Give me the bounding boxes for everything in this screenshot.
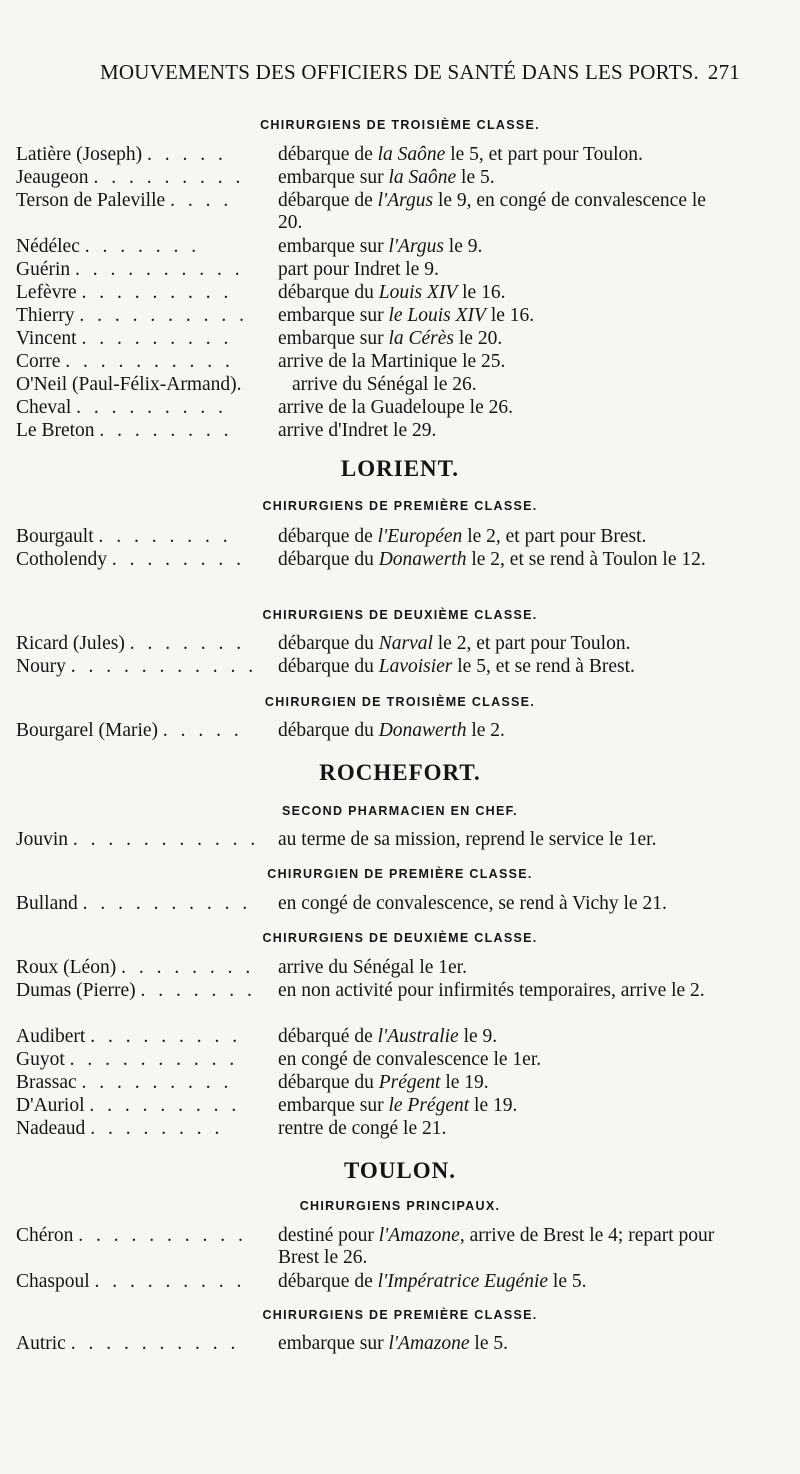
movement-text: arrive d'Indret le 29.: [278, 420, 437, 441]
section-heading: CHIRURGIENS PRINCIPAUX.: [299, 1199, 501, 1213]
movement-text: débarque du Narval le 2, et part pour Toulon.: [278, 633, 631, 654]
movement-text: part pour Indret le 9.: [278, 259, 439, 280]
header-title: MOUVEMENTS DES OFFICIERS DE SANTÉ DANS LES PORTS.: [100, 60, 699, 84]
officer-name: Dumas (Pierre): [16, 980, 136, 1001]
officer-name: Jouvin: [16, 829, 69, 850]
movement-text: débarque du Louis XIV le 16.: [278, 282, 506, 303]
page-number: 271: [707, 60, 740, 84]
officer-name: Jeaugeon: [16, 167, 89, 188]
movement-text: embarque sur la Saône le 5.: [278, 167, 495, 188]
section-heading: CHIRURGIENS DE PREMIÈRE CLASSE.: [262, 499, 538, 513]
ship-name: Donawerth: [378, 720, 467, 741]
movement-text: débarque de l'Impératrice Eugénie le 5.: [278, 1271, 587, 1292]
movement-text: débarque du Lavoisier le 5, et se rend à Brest.: [278, 656, 635, 677]
officer-name: Vincent: [16, 328, 77, 349]
movement-text: arrive du Sénégal le 1er.: [278, 957, 467, 978]
officer-name: Chéron: [16, 1225, 74, 1246]
section-heading: SECOND PHARMACIEN EN CHEF.: [282, 804, 518, 818]
officer-name: Bourgarel (Marie): [16, 720, 159, 741]
officer-name: Cotholendy: [16, 549, 107, 570]
ship-name: l'Européen: [377, 526, 463, 547]
movement-text: arrive du Sénégal le 26.: [292, 374, 477, 395]
port-heading-toulon: TOULON.: [343, 1158, 457, 1183]
officer-name: Thierry: [16, 305, 75, 326]
movement-text: en congé de convalescence le 1er.: [278, 1049, 542, 1070]
section-heading: CHIRURGIENS DE DEUXIÈME CLASSE.: [262, 931, 538, 945]
ship-name: l'Impératrice Eugénie: [377, 1271, 549, 1292]
officer-name: Latière (Joseph): [16, 144, 143, 165]
officer-name: Audibert: [16, 1026, 86, 1047]
movement-text: débarque du Prégent le 19.: [278, 1072, 489, 1093]
officer-name: Bulland: [16, 893, 78, 914]
movement-text: débarque de l'Argus le 9, en congé de convalescence le 20.: [278, 190, 706, 233]
officer-name: Guérin: [16, 259, 71, 280]
movement-text: embarque sur le Prégent le 19.: [278, 1095, 518, 1116]
movement-text: débarque du Donawerth le 2, et se rend à Toulon le 12.: [278, 549, 706, 570]
ship-name: l'Argus: [377, 190, 434, 211]
ship-name: la Saône: [388, 167, 457, 188]
section-heading: CHIRURGIENS DE TROISIÈME CLASSE.: [260, 118, 540, 132]
officer-name: Roux (Léon): [16, 957, 117, 978]
section-heading: CHIRURGIENS DE DEUXIÈME CLASSE.: [262, 608, 538, 622]
section-heading: CHIRURGIEN DE TROISIÈME CLASSE.: [264, 695, 536, 709]
ship-name: Narval: [378, 633, 433, 654]
ship-name: le Prégent: [388, 1095, 470, 1116]
ship-name: la Cérès: [388, 328, 455, 349]
ship-name: l'Argus: [388, 236, 444, 257]
movement-text: embarque sur la Cérès le 20.: [278, 328, 503, 349]
section-heading: CHIRURGIENS DE PREMIÈRE CLASSE.: [262, 1308, 538, 1322]
ship-name: l'Australie: [377, 1026, 459, 1047]
ship-name: le Louis XIV: [388, 305, 486, 326]
ship-name: Prégent: [378, 1072, 441, 1093]
ship-name: l'Amazone: [378, 1225, 460, 1246]
movement-text: embarque sur l'Argus le 9.: [278, 236, 483, 257]
movement-text: embarque sur l'Amazone le 5.: [278, 1333, 508, 1354]
movement-text: destiné pour l'Amazone, arrive de Brest le 4; repart pour Brest le 26.: [278, 1225, 715, 1268]
officer-name: Corre: [16, 351, 61, 372]
officer-name: Le Breton: [16, 420, 95, 441]
officer-name: O'Neil (Paul-Félix-Armand).: [16, 374, 242, 395]
officer-name: Cheval: [16, 397, 72, 418]
ship-name: l'Amazone: [388, 1333, 470, 1354]
officer-name: Autric: [16, 1333, 66, 1354]
movement-text: débarque de l'Européen le 2, et part pour Brest.: [278, 526, 647, 547]
officer-name: Bourgault: [16, 526, 94, 547]
officer-name: Nédélec: [16, 236, 80, 257]
movement-text: arrive de la Martinique le 25.: [278, 351, 506, 372]
section-heading: CHIRURGIEN DE PREMIÈRE CLASSE.: [267, 867, 533, 881]
ship-name: Louis XIV: [378, 282, 458, 303]
movement-text: débarque du Donawerth le 2.: [278, 720, 505, 741]
officer-name: D'Auriol: [16, 1095, 85, 1116]
movement-text: débarque de la Saône le 5, et part pour Toulon.: [278, 144, 643, 165]
ship-name: Donawerth: [378, 549, 467, 570]
officer-name: Brassac: [16, 1072, 77, 1093]
running-header: [100, 60, 740, 85]
movement-text: embarque sur le Louis XIV le 16.: [278, 305, 535, 326]
movement-text: en congé de convalescence, se rend à Vichy le 21.: [278, 893, 667, 914]
port-heading-rochefort: ROCHEFORT.: [319, 760, 481, 785]
officer-name: Noury: [16, 656, 66, 677]
officer-name: Lefèvre: [16, 282, 77, 303]
ship-name: la Saône: [377, 144, 446, 165]
movement-text: au terme de sa mission, reprend le service le 1er.: [278, 829, 657, 850]
officer-name: Chaspoul: [16, 1271, 90, 1292]
movement-text: rentre de congé le 21.: [278, 1118, 447, 1139]
officer-name: Ricard (Jules): [16, 633, 125, 654]
ship-name: Lavoisier: [378, 656, 453, 677]
movement-text: en non activité pour infirmités temporaires, arrive le 2.: [278, 980, 705, 1001]
port-heading-lorient: LORIENT.: [340, 456, 460, 481]
movement-text: arrive de la Guadeloupe le 26.: [278, 397, 513, 418]
movement-text: débarqué de l'Australie le 9.: [278, 1026, 498, 1047]
officer-name: Nadeaud: [16, 1118, 86, 1139]
officer-name: Guyot: [16, 1049, 65, 1070]
officer-name: Terson de Paleville: [16, 190, 166, 211]
